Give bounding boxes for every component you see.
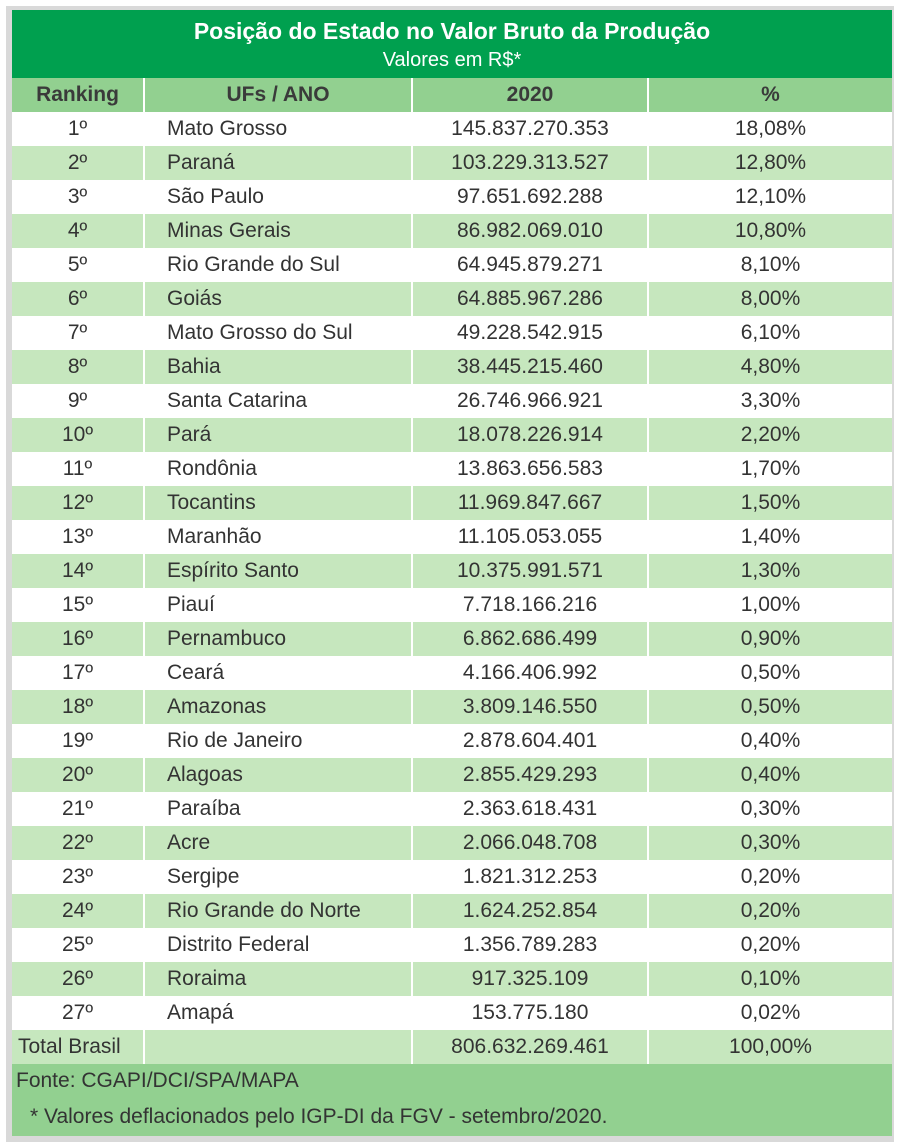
rank-cell: 4º — [12, 214, 144, 248]
pct-cell: 0,20% — [648, 894, 892, 928]
pct-cell: 0,10% — [648, 962, 892, 996]
pct-cell: 12,80% — [648, 146, 892, 180]
pct-cell: 1,50% — [648, 486, 892, 520]
pct-cell: 1,40% — [648, 520, 892, 554]
rank-cell: 22º — [12, 826, 144, 860]
value-cell: 7.718.166.216 — [412, 588, 648, 622]
rank-cell: 17º — [12, 656, 144, 690]
value-cell: 10.375.991.571 — [412, 554, 648, 588]
value-cell: 18.078.226.914 — [412, 418, 648, 452]
value-cell: 2.878.604.401 — [412, 724, 648, 758]
total-row — [12, 1030, 892, 1064]
pct-cell: 0,40% — [648, 724, 892, 758]
table-row — [12, 860, 892, 894]
table-row — [12, 180, 892, 214]
rank-cell: 8º — [12, 350, 144, 384]
pct-cell: 10,80% — [648, 214, 892, 248]
pct-cell: 0,30% — [648, 792, 892, 826]
table-row — [12, 146, 892, 180]
value-cell: 1.624.252.854 — [412, 894, 648, 928]
pct-cell: 1,30% — [648, 554, 892, 588]
rank-cell: 23º — [12, 860, 144, 894]
value-cell: 64.885.967.286 — [412, 282, 648, 316]
uf-cell: Mato Grosso — [144, 112, 412, 146]
uf-cell: Tocantins — [144, 486, 412, 520]
uf-cell: Piauí — [144, 588, 412, 622]
rank-cell: 26º — [12, 962, 144, 996]
table-subtitle: Valores em R$* — [382, 49, 522, 71]
col-header-year: 2020 — [412, 78, 648, 112]
uf-cell: Maranhão — [144, 520, 412, 554]
total-value: 806.632.269.461 — [412, 1030, 648, 1064]
col-header-pct: % — [648, 78, 892, 112]
value-cell: 38.445.215.460 — [412, 350, 648, 384]
uf-cell: Espírito Santo — [144, 554, 412, 588]
table-row — [12, 520, 892, 554]
uf-cell: Rio Grande do Norte — [144, 894, 412, 928]
rank-cell: 10º — [12, 418, 144, 452]
table-body — [12, 112, 892, 1030]
uf-cell: Santa Catarina — [144, 384, 412, 418]
uf-cell: Goiás — [144, 282, 412, 316]
rank-cell: 18º — [12, 690, 144, 724]
rank-cell: 19º — [12, 724, 144, 758]
uf-cell: Acre — [144, 826, 412, 860]
uf-cell: Sergipe — [144, 860, 412, 894]
table-row — [12, 588, 892, 622]
uf-cell: Ceará — [144, 656, 412, 690]
source-note: Fonte: CGAPI/DCI/SPA/MAPA — [12, 1064, 892, 1098]
uf-cell: Pará — [144, 418, 412, 452]
value-cell: 2.855.429.293 — [412, 758, 648, 792]
table-title: Posição do Estado no Valor Bruto da Produção — [193, 18, 711, 44]
table-row — [12, 962, 892, 996]
value-cell: 103.229.313.527 — [412, 146, 648, 180]
value-cell: 2.363.618.431 — [412, 792, 648, 826]
table-row — [12, 622, 892, 656]
rank-cell: 9º — [12, 384, 144, 418]
col-header-ranking: Ranking — [12, 78, 144, 112]
value-cell: 64.945.879.271 — [412, 248, 648, 282]
table-row — [12, 486, 892, 520]
deflation-note: * Valores deflacionados pelo IGP-DI da FGV - setembro/2020. — [12, 1098, 892, 1136]
rank-cell: 5º — [12, 248, 144, 282]
uf-cell: Pernambuco — [144, 622, 412, 656]
col-header-uf: UFs / ANO — [144, 78, 412, 112]
pct-cell: 1,00% — [648, 588, 892, 622]
pct-cell: 18,08% — [648, 112, 892, 146]
table-row — [12, 894, 892, 928]
table-row — [12, 996, 892, 1030]
pct-cell: 8,00% — [648, 282, 892, 316]
total-pct: 100,00% — [648, 1030, 892, 1064]
title-banner — [12, 10, 892, 78]
table-row — [12, 826, 892, 860]
value-cell: 11.969.847.667 — [412, 486, 648, 520]
pct-cell: 0,20% — [648, 928, 892, 962]
total-label: Total Brasil — [12, 1030, 144, 1064]
table-row — [12, 452, 892, 486]
rank-cell: 15º — [12, 588, 144, 622]
uf-cell: Paraná — [144, 146, 412, 180]
pct-cell: 0,90% — [648, 622, 892, 656]
table-row — [12, 282, 892, 316]
rank-cell: 11º — [12, 452, 144, 486]
uf-cell: Amapá — [144, 996, 412, 1030]
table-row — [12, 248, 892, 282]
pct-cell: 0,40% — [648, 758, 892, 792]
rank-cell: 21º — [12, 792, 144, 826]
uf-cell: Alagoas — [144, 758, 412, 792]
pct-cell: 0,30% — [648, 826, 892, 860]
uf-cell: Minas Gerais — [144, 214, 412, 248]
value-cell: 3.809.146.550 — [412, 690, 648, 724]
table-row — [12, 656, 892, 690]
table-row — [12, 316, 892, 350]
value-cell: 11.105.053.055 — [412, 520, 648, 554]
value-cell: 153.775.180 — [412, 996, 648, 1030]
table-row — [12, 384, 892, 418]
pct-cell: 3,30% — [648, 384, 892, 418]
value-cell: 97.651.692.288 — [412, 180, 648, 214]
pct-cell: 2,20% — [648, 418, 892, 452]
rank-cell: 24º — [12, 894, 144, 928]
pct-cell: 0,50% — [648, 690, 892, 724]
rank-cell: 16º — [12, 622, 144, 656]
table-row — [12, 214, 892, 248]
pct-cell: 8,10% — [648, 248, 892, 282]
rank-cell: 14º — [12, 554, 144, 588]
rank-cell: 12º — [12, 486, 144, 520]
ranking-table — [12, 78, 892, 1064]
total-empty-cell — [144, 1030, 412, 1064]
pct-cell: 6,10% — [648, 316, 892, 350]
ranking-table-card — [12, 10, 892, 1136]
table-row — [12, 554, 892, 588]
table-row — [12, 112, 892, 146]
value-cell: 1.356.789.283 — [412, 928, 648, 962]
rank-cell: 20º — [12, 758, 144, 792]
uf-cell: Roraima — [144, 962, 412, 996]
value-cell: 49.228.542.915 — [412, 316, 648, 350]
uf-cell: Rio de Janeiro — [144, 724, 412, 758]
rank-cell: 7º — [12, 316, 144, 350]
pct-cell: 0,50% — [648, 656, 892, 690]
value-cell: 4.166.406.992 — [412, 656, 648, 690]
table-row — [12, 418, 892, 452]
value-cell: 6.862.686.499 — [412, 622, 648, 656]
value-cell: 13.863.656.583 — [412, 452, 648, 486]
rank-cell: 2º — [12, 146, 144, 180]
rank-cell: 3º — [12, 180, 144, 214]
value-cell: 86.982.069.010 — [412, 214, 648, 248]
value-cell: 917.325.109 — [412, 962, 648, 996]
uf-cell: Paraíba — [144, 792, 412, 826]
uf-cell: São Paulo — [144, 180, 412, 214]
uf-cell: Rondônia — [144, 452, 412, 486]
pct-cell: 0,20% — [648, 860, 892, 894]
value-cell: 26.746.966.921 — [412, 384, 648, 418]
uf-cell: Amazonas — [144, 690, 412, 724]
rank-cell: 27º — [12, 996, 144, 1030]
value-cell: 1.821.312.253 — [412, 860, 648, 894]
value-cell: 2.066.048.708 — [412, 826, 648, 860]
table-row — [12, 724, 892, 758]
pct-cell: 4,80% — [648, 350, 892, 384]
rank-cell: 1º — [12, 112, 144, 146]
rank-cell: 13º — [12, 520, 144, 554]
rank-cell: 6º — [12, 282, 144, 316]
table-row — [12, 928, 892, 962]
header-row — [12, 78, 892, 112]
pct-cell: 1,70% — [648, 452, 892, 486]
table-row — [12, 758, 892, 792]
uf-cell: Mato Grosso do Sul — [144, 316, 412, 350]
rank-cell: 25º — [12, 928, 144, 962]
uf-cell: Distrito Federal — [144, 928, 412, 962]
pct-cell: 0,02% — [648, 996, 892, 1030]
uf-cell: Rio Grande do Sul — [144, 248, 412, 282]
pct-cell: 12,10% — [648, 180, 892, 214]
uf-cell: Bahia — [144, 350, 412, 384]
table-row — [12, 690, 892, 724]
value-cell: 145.837.270.353 — [412, 112, 648, 146]
table-row — [12, 792, 892, 826]
table-row — [12, 350, 892, 384]
